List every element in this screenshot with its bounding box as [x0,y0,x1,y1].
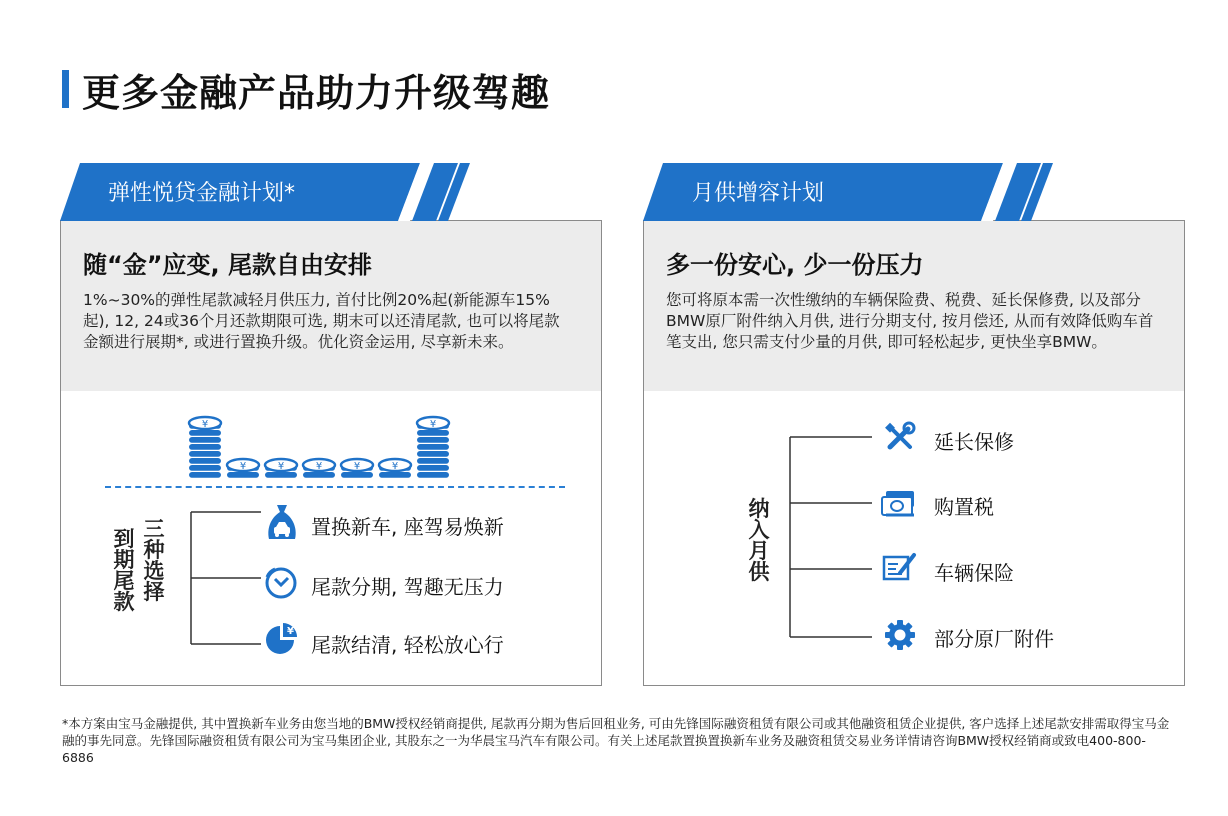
divider-dashed-line [105,486,565,488]
svg-text:¥: ¥ [239,461,247,472]
option-installment: 尾款分期, 驾趣无压力 [311,575,504,599]
label-included-in-monthly: 纳入月供 [748,497,770,584]
page-title: 更多金融产品助力升级驾趣 [82,71,551,115]
money-bag-car-icon [265,503,299,547]
wrench-screwdriver-icon [884,421,916,457]
svg-text:¥: ¥ [429,419,437,430]
label-three-choices: 三种选择 [143,517,165,604]
banknotes-icon [880,489,918,523]
option-extended-warranty: 延长保修 [934,430,1014,454]
option-original-accessories: 部分原厂附件 [934,627,1054,651]
option-payoff: 尾款结清, 轻松放心行 [311,633,504,657]
tab-flexible-loan: 弹性悦贷金融计划* [108,181,296,206]
coin-stack [189,417,221,478]
option-trade-in: 置换新车, 座驾易焕新 [311,515,504,539]
footnote-disclaimer: *本方案由宝马金融提供, 其中置换新车业务由您当地的BMW授权经销商提供, 尾款再分期为售后回租业务, 可由先锋国际融资租赁有限公司或其他融资租赁企业提供, 客户选择上述尾款安排需取得宝马金融的事先同意。先锋国际融资租赁有限公司为宝马集团企业, 其股东之一为华晨宝马汽车有限公司。有关上述尾款置换置换新车业务及融资租赁交易业务详情请咨询BMW授权经销商或致电400-800-6886 [62,716,1170,765]
coin-stack [303,459,335,478]
card-description: 您可将原本需一次性缴纳的车辆保险费、税费、延长保修费, 以及部分BMW原厂附件纳入月供, 进行分期支付, 按月偿还, 从而有效降低购车首笔支出, 您只需支付少量的月供, 即可轻松起步, 更快坐享BMW。 [666,291,1154,351]
pie-chart-yen-icon [263,621,301,663]
flexible-loan-card [60,220,602,686]
coin-stack [417,417,449,478]
options-bracket [187,506,267,656]
option-purchase-tax: 购置税 [934,495,994,519]
card-description: 1%~30%的弹性尾款减轻月供压力, 首付比例20%起(新能源车15%起), 12, 24或36个月还款期限可选, 期末可以还清尾款, 也可以将尾款金额进行展期*, 或进行置换升级。优化资金运用, 尽享新未来。 [83,291,560,351]
svg-text:¥: ¥ [277,461,285,472]
document-pen-icon [882,551,918,587]
option-vehicle-insurance: 车辆保险 [934,561,1014,585]
svg-text:¥: ¥ [315,461,323,472]
clock-icon [263,565,299,605]
title-accent-bar [62,70,69,108]
coin-stack [265,459,297,478]
svg-text:¥: ¥ [201,419,209,430]
options-bracket [786,431,886,646]
card-heading: 多一份安心, 少一份压力 [666,251,924,279]
coin-stack [341,459,373,478]
svg-text:¥: ¥ [391,461,399,472]
gear-icon [884,619,916,655]
coin-stack [227,459,259,478]
label-final-payment: 到期尾款 [113,527,135,614]
coin-stack [379,459,411,478]
svg-text:¥: ¥ [353,461,361,472]
monthly-plan-card [643,220,1185,686]
tab-monthly-plan: 月供增容计划 [692,181,825,206]
svg-text:¥: ¥ [287,626,294,637]
card-heading: 随“金”应变, 尾款自由安排 [83,251,373,279]
coin-stacks-illustration [181,401,481,483]
